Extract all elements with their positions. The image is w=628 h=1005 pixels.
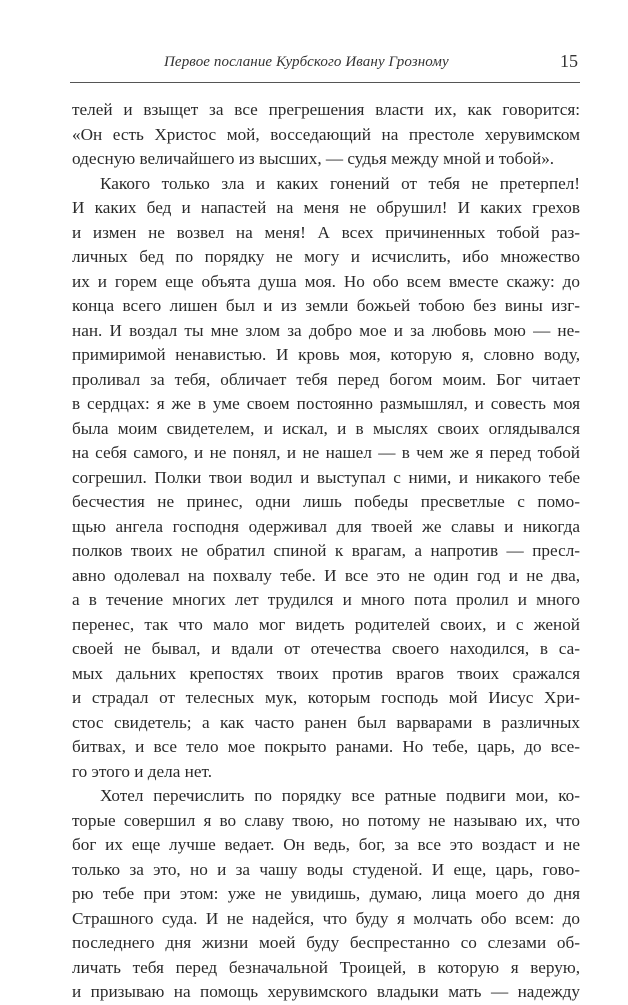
text-line: и измен не возвел на меня! А всех причиненных тобой раз- bbox=[72, 222, 580, 242]
text-line: а в течение многих лет трудился и много пота пролил и много bbox=[72, 590, 580, 609]
text-line: одесную величайшего из высших, — судья между мной и тобой». bbox=[72, 149, 555, 168]
text-line: го этого и дела нет. bbox=[72, 761, 212, 781]
text-line: их и горем еще объята душа моя. Но обо всем вместе скажу: до bbox=[72, 271, 580, 291]
header-rule bbox=[70, 82, 580, 83]
text-line: согрешил. Полки твои водил и выступал с ними, и никакого тебе bbox=[72, 467, 580, 487]
text-line: личных бед по порядку не могу и исчислить, ибо множество bbox=[72, 247, 580, 266]
text-line: рю тебе при этом: уже не увидишь, думаю, лица моего до дня bbox=[72, 884, 580, 903]
text-line: примиримой ненавистью. И кровь моя, которую я, словно воду, bbox=[72, 345, 580, 364]
text-line: щью ангела господня одерживал для твоей же славы и никогда bbox=[72, 516, 580, 536]
text-line: нан. И воздал ты мне злом за добро мое и за любовь мою — не- bbox=[72, 320, 580, 340]
text-line: стос свидетель; а как часто ранен был варварами в различных bbox=[72, 712, 580, 732]
text-line: перенес, так что мало мог видеть родителей своих, и с женой bbox=[72, 614, 580, 634]
text-line: личать тебя перед безначальной Троицей, в которую я верую, bbox=[72, 957, 580, 977]
text-line: в сердцах: я же в уме своем постоянно размышлял, и совесть моя bbox=[72, 394, 580, 413]
text-line: телей и взыщет за все прегрешения власти их, как говорится: bbox=[72, 100, 580, 119]
body-text bbox=[72, 98, 580, 1005]
text-line: и страдал от телесных мук, которым господь мой Иисус Хри- bbox=[72, 688, 580, 707]
text-line: авно одолевал на похвалу тебе. И все это не один год и не два, bbox=[72, 565, 580, 585]
text-line: полков твоих не обратил спиной к врагам, а напротив — пресл- bbox=[72, 541, 580, 560]
text-line: Страшного суда. И не надейся, что буду я молчать обо всем: до bbox=[72, 908, 580, 928]
text-line: И каких бед и напастей на меня не обрушил! И каких грехов bbox=[72, 198, 580, 217]
text-line: мых дальних крепостях твоих против врагов твоих сражался bbox=[72, 663, 580, 683]
page-number: 15 bbox=[560, 51, 578, 71]
running-head bbox=[70, 48, 580, 78]
text-line: своей не бывал, и вдали от отечества своего находился, в са- bbox=[72, 639, 580, 658]
running-title: Первое послание Курбского Ивану Грозному bbox=[164, 54, 449, 70]
text-line: конца всего лишен был и из земли божьей тобою без вины изг- bbox=[72, 296, 580, 315]
text-line: последнего дня жизни моей буду беспрестанно со слезами об- bbox=[72, 933, 580, 952]
text-line: на себя самого, и не понял, и не нашел — в чем же я перед тобой bbox=[72, 443, 580, 462]
text-line: была моим свидетелем, и искал, и в мыслях своих оглядывался bbox=[72, 418, 580, 438]
text-line: торые совершил я во славу твою, но потому не называю их, что bbox=[72, 810, 580, 830]
text-line: битвах, и все тело мое покрыто ранами. Но тебе, царь, до все- bbox=[72, 737, 580, 756]
text-line: бесчестия не принес, одни лишь победы пресветлые с помо- bbox=[72, 492, 580, 511]
text-line: Какого только зла и каких гонений от тебя не претерпел! bbox=[100, 173, 580, 193]
text-line: Хотел перечислить по порядку все ратные подвиги мои, ко- bbox=[100, 786, 580, 805]
text-line: и призываю на помощь херувимского владыки мать — надежду bbox=[72, 982, 580, 1001]
text-line: «Он есть Христос мой, восседающий на престоле херувимском bbox=[72, 124, 580, 144]
text-line: бог их еще лучше ведает. Он ведь, бог, за все это воздаст и не bbox=[72, 835, 580, 854]
text-line: проливал за тебя, обличает тебя перед богом моим. Бог читает bbox=[72, 369, 580, 389]
text-line: только за это, но и за чашу воды студеной. И еще, царь, гово- bbox=[72, 859, 580, 879]
